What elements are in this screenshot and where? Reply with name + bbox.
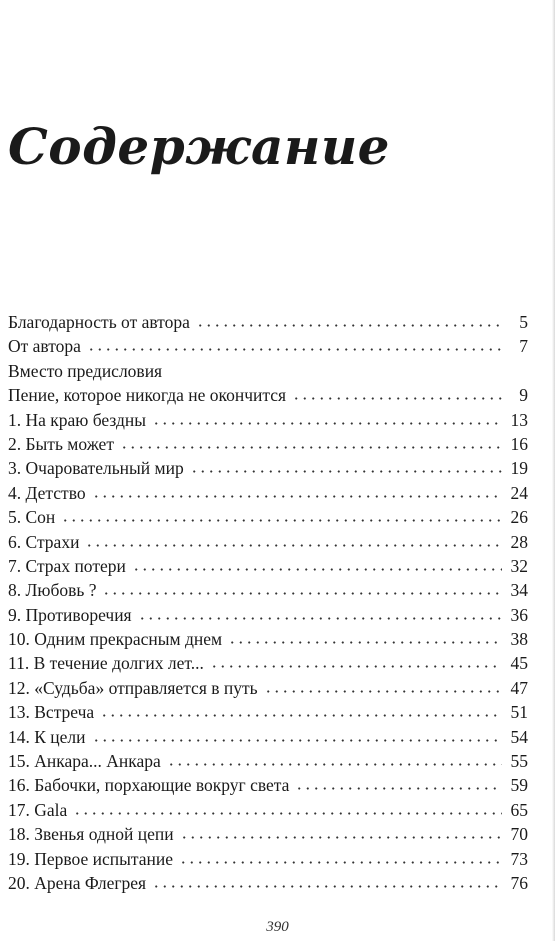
dot-leader	[264, 676, 502, 694]
page-title: Содержание	[8, 116, 390, 176]
toc-entry-title: 14. К цели	[8, 726, 86, 747]
toc-entry-title: 10. Одним прекрасным днем	[8, 629, 223, 650]
dot-leader	[190, 457, 502, 475]
toc-entry-page: 45	[510, 653, 528, 674]
toc-entry-page: 28	[510, 531, 528, 552]
dot-leader	[61, 506, 502, 524]
dot-leader	[292, 384, 502, 402]
toc-entry-page: 65	[510, 799, 528, 820]
toc-entry-title: Вместо предисловия	[8, 360, 163, 381]
dot-leader	[196, 311, 502, 329]
toc-entry	[8, 847, 528, 871]
dot-leader	[92, 725, 502, 743]
dot-leader	[120, 432, 502, 450]
toc-entry-page: 32	[510, 555, 528, 576]
dot-leader	[210, 652, 502, 670]
toc-entry-title: 13. Встреча	[8, 702, 95, 723]
toc-entry-page: 5	[519, 312, 528, 332]
dot-leader	[295, 774, 502, 792]
page-number: 390	[266, 919, 289, 935]
dot-leader	[152, 408, 502, 426]
toc-entry	[8, 725, 528, 749]
toc-entry	[8, 578, 528, 602]
toc-entry-title: 4. Детство	[8, 482, 86, 503]
toc-entry-page: 36	[510, 604, 528, 625]
toc-entry	[8, 383, 528, 407]
dot-leader	[180, 823, 502, 841]
toc-entry-page: 9	[519, 385, 528, 406]
toc-entry-page: 51	[510, 702, 528, 723]
toc-entry	[8, 627, 528, 651]
toc-entry	[8, 822, 528, 846]
toc-entry-title: 20. Арена Флегрея	[8, 872, 147, 893]
toc-entry-title: 17. Gala	[8, 799, 68, 820]
toc-entry-page: 73	[510, 848, 528, 869]
toc-entry-page: 7	[519, 336, 528, 357]
toc-entry-title: 15. Анкара... Анкара	[8, 751, 161, 772]
dot-leader	[102, 579, 502, 597]
toc-entry	[8, 408, 528, 432]
toc-entry	[8, 676, 528, 700]
toc-entry	[8, 359, 528, 383]
toc-entry-title: 16. Бабочки, порхающие вокруг света	[8, 775, 290, 796]
toc-entry-page: 34	[510, 580, 528, 601]
toc-entry-page: 55	[510, 751, 528, 772]
dot-leader	[92, 481, 502, 499]
toc-entry-title: 9. Противоречия	[8, 604, 132, 625]
toc-entry-title: 5. Сон	[8, 507, 56, 528]
dot-leader	[179, 847, 502, 865]
table-of-contents	[8, 310, 528, 895]
toc-entry-page: 59	[510, 775, 528, 796]
dot-leader	[85, 530, 502, 548]
toc-entry	[8, 456, 528, 480]
toc-entry-title: Пение, которое никогда не окончится	[8, 385, 287, 406]
toc-entry-page: 70	[510, 824, 528, 845]
toc-entry-page: 38	[510, 629, 528, 650]
toc-entry-title: 8. Любовь ?	[8, 580, 97, 601]
toc-entry	[8, 554, 528, 578]
toc-entry-page: 19	[510, 458, 528, 479]
toc-entry-page: 16	[510, 433, 528, 454]
dot-leader	[73, 798, 502, 816]
toc-entry	[8, 773, 528, 797]
toc-entry	[8, 798, 528, 822]
toc-entry	[8, 651, 528, 675]
toc-entry	[8, 700, 528, 724]
toc-entry	[8, 334, 528, 358]
toc-entry	[8, 432, 528, 456]
toc-entry	[8, 310, 528, 334]
dot-leader	[167, 750, 502, 768]
toc-entry-title: 7. Страх потери	[8, 555, 126, 576]
toc-entry	[8, 749, 528, 773]
toc-entry-page: 76	[510, 872, 528, 893]
toc-entry-title: 3. Очаровательный мир	[8, 458, 184, 479]
dot-leader	[100, 701, 502, 719]
toc-entry-page: 47	[510, 677, 528, 698]
toc-entry	[8, 871, 528, 895]
toc-entry-page: 24	[510, 482, 528, 503]
toc-entry-title: Благодарность от автора	[8, 312, 190, 332]
dot-leader	[138, 603, 502, 621]
dot-leader	[87, 335, 502, 353]
toc-entry-title: От автора	[8, 336, 81, 357]
toc-entry-page: 13	[510, 409, 528, 430]
dot-leader	[132, 554, 502, 572]
toc-entry	[8, 481, 528, 505]
toc-entry-title: 11. В течение долгих лет...	[8, 653, 204, 674]
toc-entry	[8, 603, 528, 627]
toc-entry-title: 19. Первое испытание	[8, 848, 174, 869]
toc-entry-title: 18. Звенья одной цепи	[8, 824, 174, 845]
toc-entry-page: 54	[510, 726, 528, 747]
toc-entry	[8, 530, 528, 554]
toc-entry-page: 26	[510, 507, 528, 528]
dot-leader	[152, 871, 502, 889]
dot-leader	[228, 628, 502, 646]
toc-entry-title: 2. Быть может	[8, 433, 114, 454]
toc-entry-title: 6. Страхи	[8, 531, 80, 552]
toc-entry-title: 12. «Судьба» отправляется в путь	[8, 677, 258, 698]
toc-entry	[8, 505, 528, 529]
toc-entry-title: 1. На краю бездны	[8, 409, 147, 430]
